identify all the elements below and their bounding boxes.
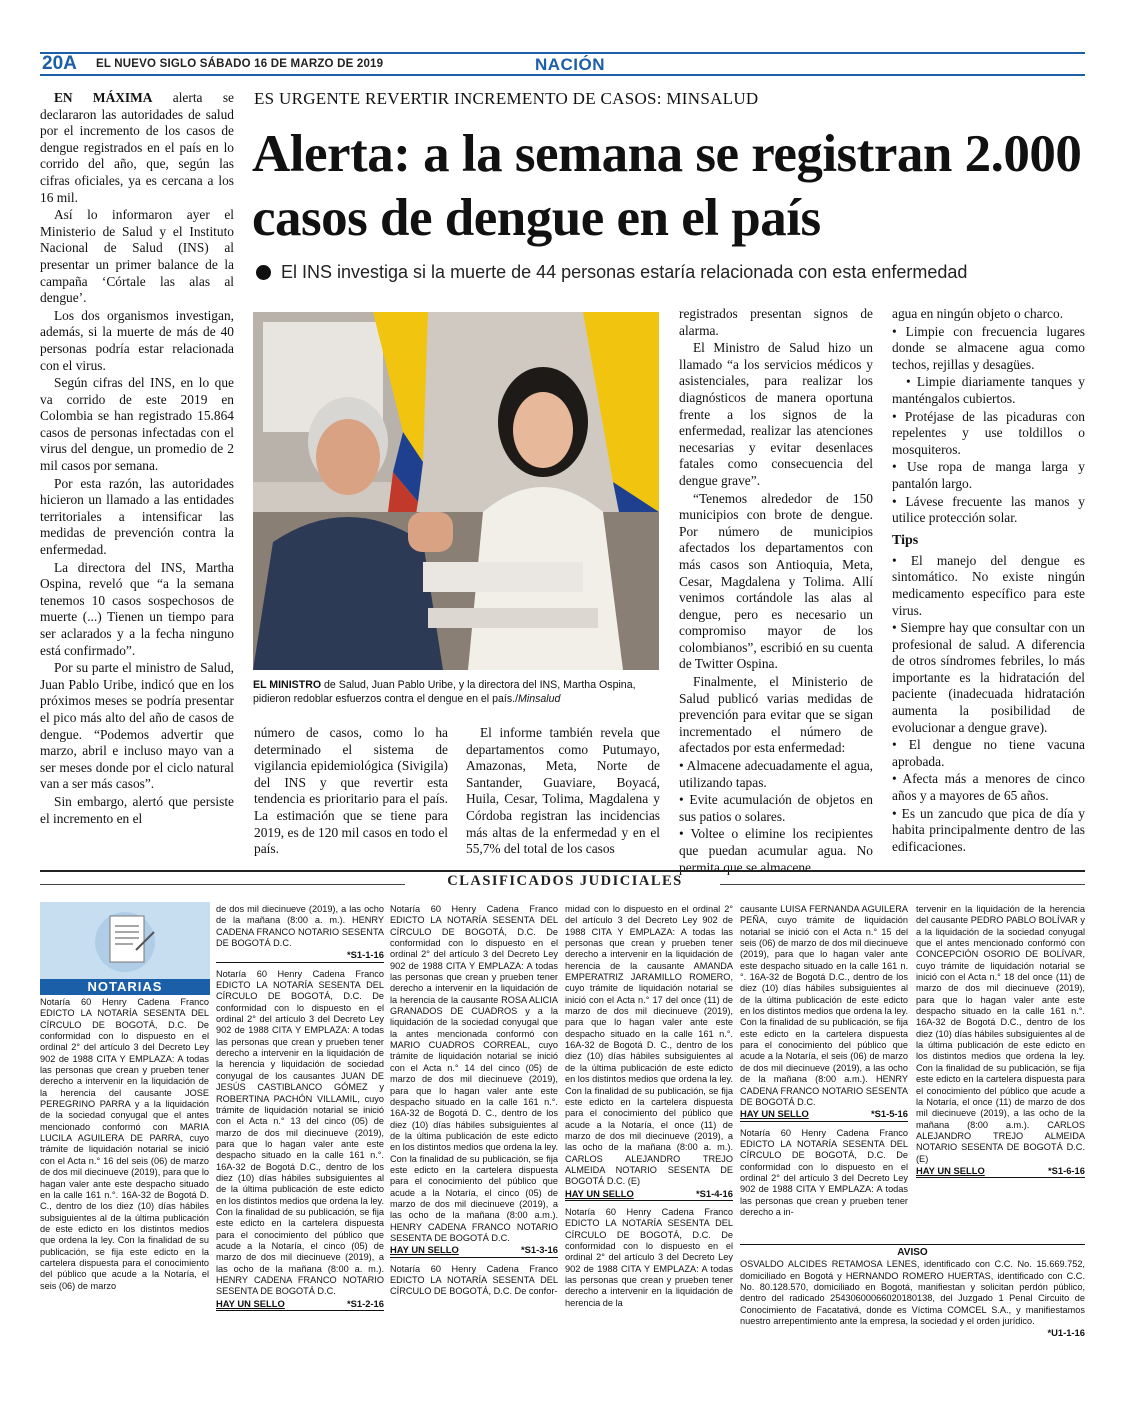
seal-note: HAY UN SELLO <box>216 1297 285 1309</box>
article-paragraph: agua en ningún objeto o charco. <box>892 306 1064 321</box>
article-column-4 <box>679 306 873 877</box>
notice-footer <box>916 1165 1085 1178</box>
article-paragraph: Sin embargo, alertó que persiste el incremento en el <box>40 793 234 826</box>
article-column-3 <box>466 725 660 859</box>
notice-code: *S1-5-16 <box>870 1108 908 1120</box>
notice-code: *S1-3-16 <box>520 1244 558 1256</box>
caption-lead: EL MINISTRO <box>253 679 322 691</box>
article-kicker: ES URGENTE REVERTIR INCREMENTO DE CASOS: MINSALUD <box>254 89 759 108</box>
classified-notice: tervenir en la liquidación de la herencia del causante PEDRO PABLO BOLÍVAR y a la liquidación de la sociedad conyugal que el antes mencionado conformó con CONCEPCIÓN OSORIO DE BOLÍVAR, cuyo trámite de liquidación notarial se inició con el Acta n.° 18 del once (11) de marzo de dos mil diecinueve (2019), para que lo hagan valer ante este despacho situado en la calle 161 n.°. 16A-32 de Bogotá D.C., dentro de los diez (10) días hábiles subsiguientes al de la última publicación de este edicto en los distintos medios que ordena la ley. Con la finalidad de su publicación, se fija este edicto en la cartelera dispuesta para el conocimiento del público que acude a la Notaría, el once (11) de marzo de dos mil diecinueve (2019), a las ocho de la mañana (8:00 a.m.). CARLOS ALEJANDRO TREJO ALMEIDA NOTARIO SESENTA DE BOGOTÁ D.C. (E) <box>916 904 1085 1164</box>
article-paragraph <box>40 90 234 206</box>
classified-notice: Notaría 60 Henry Cadena Franco EDICTO LA NOTARÍA SESENTA DEL CÍRCULO DE BOGOTÁ, D.C. De conformidad con lo dispuesto en el ordinal 2° del artículo 3 del Decreto Ley 902 de 1988 CITA Y EMPLAZA: A todas las personas que crean y prueben tener derecho a intervenir en la liquidación de herencia de la <box>565 1206 733 1308</box>
prevention-bullet: • Use ropa de manga larga y pantalón largo. <box>892 459 1085 491</box>
notice-footer <box>390 1244 558 1257</box>
notarias-category-label: NOTARIAS <box>40 979 210 995</box>
aviso-text: OSVALDO ALCIDES RETAMOSA LENES, identificado con C.C. No. 15.669.752, domiciliado en Bogotá y HERNANDO ROMERO HUERTAS, identificado con C.C. No. 80.128.570, domiciliado en Bogotá, manifiestan y solicitan perdón público, dentro del radicado 25430600066020180138, del Juzgado 1 Penal Circuito de Conocimiento de Facatativá, donde es Víctima COMCEL S.A., y manifiestamos nuestro arrepentimiento ante la empresa, la sociedad y el orden jurídico. <box>740 1259 1085 1327</box>
prevention-bullet: • Limpie diariamente tanques y manténgalos cubiertos. <box>892 374 1085 406</box>
newspaper-folio: EL NUEVO SIGLO SÁBADO 16 DE MARZO DE 2019 <box>96 58 384 70</box>
classified-column-2 <box>216 904 384 1317</box>
classified-column-3 <box>390 904 558 1298</box>
notice-code: *S1-1-16 <box>216 949 384 962</box>
aviso-notice <box>740 1244 1085 1339</box>
prevention-bullet: • Evite acumulación de objetos en sus patios o solares. <box>679 792 873 824</box>
article-paragraph: Según cifras del INS, en lo que va corrido de este 2019 en Colombia se han registrado 15.864 casos de personas infectadas con el virus del dengue, un promedio de 2 mil casos por semana. <box>40 375 234 474</box>
caption-text: de Salud, Juan Pablo Uribe, y la directora del INS, Martha Ospina, pidieron redoblar esfuerzos contra el dengue en el país./ <box>253 679 636 705</box>
classified-notice: Notaría 60 Henry Cadena Franco EDICTO LA NOTARÍA SESENTA DEL CÍRCULO DE BOGOTÁ, D.C. De conformidad con lo dispuesto en el ordinal 2° del artículo 3 del Decreto Ley 902 de 1988 CITA Y EMPLAZA: A todas las personas que crean y prueben tener derecho a in- <box>740 1127 908 1217</box>
photo-caption <box>253 678 661 706</box>
article-deck <box>256 262 967 283</box>
tip-bullet: • El dengue no tiene vacuna aprobada. <box>892 737 1085 769</box>
article-column-2 <box>254 725 448 859</box>
prevention-bullet: • Almacene adecuadamente el agua, utilizando tapas. <box>679 758 873 790</box>
article-headline: Alerta: a la semana se registran 2.000 casos de dengue en el país <box>252 125 1082 247</box>
article-paragraph: El Ministro de Salud hizo un llamado “a los servicios médicos y asistenciales, para realizar los diagnósticos de manera oportuna frente a los signos de la enfermedad, realizar las atenciones necesarias y evitar desenlaces fatales como consecuencia del dengue grave”. <box>679 340 873 488</box>
seal-note: HAY UN SELLO <box>916 1164 985 1176</box>
classified-column-6 <box>916 904 1085 1184</box>
article-paragraph: Por esta razón, las autoridades hicieron un llamado a las entidades territoriales a intensificar las medidas de prevención contra la enfermedad. <box>40 475 234 558</box>
article-paragraph: La directora del INS, Martha Ospina, reveló que “a la semana tenemos 10 casos sospechosos de muerte (...) Tienen un tiempo para ser aclarados y a la fecha ninguno está confirmado”. <box>40 559 234 658</box>
article-paragraph: Finalmente, el Ministerio de Salud publicó varias medidas de prevención para evitar que se sigan incrementado el número de afectados por esta enfermedad: <box>679 674 873 756</box>
article-paragraph: Así lo informaron ayer el Ministerio de Salud y el Instituto Nacional de Salud (INS) al presentar un primer balance de la campaña ‘Córtale las alas al dengue’. <box>40 207 234 306</box>
prevention-bullet: • Voltee o elimine los recipientes que puedan acumular agua. No permita que se almacene <box>679 826 873 875</box>
notice-footer <box>740 1108 908 1121</box>
classified-notice: Notaría 60 Henry Cadena Franco EDICTO LA NOTARÍA SESENTA DEL CÍRCULO DE BOGOTÁ, D.C. De conformidad con lo dispuesto en el ordinal 2° del artículo 3 del Decreto Ley 902 de 1988 CITA Y EMPLAZA: A todas las personas que crean y prueben tener derecho a intervenir en la liquidación de la herencia de la causante ROSA ALICIA GRANADOS DE CUADROS y a la liquidación de la sociedad conyugal que la antes mencionada conformó con MARIO CUADROS CORREAL, cuyo trámite de liquidación notarial se inició con el Acta n.° 14 del cinco (05) de marzo de dos mil diecinueve (2019), para que lo hagan valer ante este despacho situado en la calle 161 n.°. 16A-32 de Bogotá D. C., dentro de los diez (10) días hábiles subsiguientes al de la última publicación de este edicto en los distintos medios que ordena la ley. Con la finalidad de su publicación, se fija este edicto en la cartelera dispuesta para el conocimiento del público que acude a la Notaría, el cinco (05) de marzo de dos mil diecinueve (2019), a las ocho de la mañana (8:00 a.m.). HENRY CADENA FRANCO NOTARIO SESENTA DE BOGOTÁ D.C. <box>390 904 558 1243</box>
bullet-dot-icon <box>256 265 271 280</box>
classifieds-title: CLASIFICADOS JUDICIALES <box>447 873 683 889</box>
article-column-5 <box>892 306 1085 856</box>
article-paragraph: Por su parte el ministro de Salud, Juan Pablo Uribe, indicó que en los próximos meses se podría presentar el pico más alto del año de casos de dengue. “Podemos advertir que marzo, abril e incluso mayo van a ser meses donde por el ciclo natural van a ser más casos”. <box>40 660 234 792</box>
classified-notice: midad con lo dispuesto en el ordinal 2° del artículo 3 del Decreto Ley 902 de 1988 CITA Y EMPLAZA: A todas las personas que crean y prueben tener derecho a intervenir en la liquidación de herencia de la causante AMANDA EMPERATRIZ JARAMILLO ROMERO, cuyo trámite de liquidación notarial se inició con el Acta n.° 17 del once (11) de marzo de dos mil diecinueve (2019), para que lo hagan valer ante este despacho situado en la calle 161 n.°. 16A-32 de Bogotá D. C., dentro de los diez (10) días hábiles subsiguientes al de la última publicación de este edicto en los distintos medios que ordena la ley. Con la finalidad de su publicación, se fija este edicto en la cartelera dispuesta para el conocimiento del público que acude a la Notaría, el once (11) de marzo de dos mil diecinueve (2019), a las ocho de la mañana (8:00 a. m.). CARLOS ALEJANDRO TREJO ALMEIDA NOTARIO SESENTA DE BOGOTÁ D.C. (E) <box>565 904 733 1187</box>
classified-notice: Notaría 60 Henry Cadena Franco EDICTO LA NOTARÍA SESENTA DEL CÍRCULO DE BOGOTÁ, D.C. De conformidad con lo dispuesto en el ordinal 2° del artículo 3 del Decreto Ley 902 de 1988 CITA Y EMPLAZA: A todas las personas que crean y prueben tener derecho a intervenir en la liquidación de la herencia y liquidación de sociedad conyugal de los causantes JUAN DE JESÚS CASTIBLANCO GÓMEZ y ROBERTINA PACHÓN VILLAMIL, cuyo trámite de liquidación notarial se inició con el Acta n.° 13 del cinco (05) de marzo de dos mil diecinueve (2019), para que lo hagan valer ante este despacho situado en la calle 161 n.°. 16A-32 de Bogotá D.C., dentro de los diez (10) días hábiles subsiguientes al de la última publicación de este edicto en los distintos medios que ordena la ley. Con la finalidad de su publicación, se fija este edicto en la cartelera dispuesta para el conocimiento del público que acude a la Notaría, el cinco (05) de marzo de dos mil diecinueve (2019), a las ocho de la mañana (8:00 a. m.). HENRY CADENA FRANCO NOTARIO SESENTA DE BOGOTÁ D.C. <box>216 968 384 1297</box>
notice-code: *S1-4-16 <box>695 1187 733 1199</box>
section-title: NACIÓN <box>534 55 606 74</box>
article-paragraph: “Tenemos alrededor de 150 municipios con brote de dengue. Por número de municipios afectados los departamentos con más casos son Antioquia, Meta, Cesar, Magdalena y Tolima. Allí venimos cortándole las alas al dengue, pero es necesario un compromiso mayor de los colombianos”, escribió en su cuenta de Twitter Ospina. <box>679 490 873 672</box>
article-paragraph: registrados presentan signos de alarma. <box>679 306 873 338</box>
seal-note: HAY UN SELLO <box>390 1244 459 1256</box>
classified-notice: de dos mil diecinueve (2019), a las ocho de la mañana (8:00 a. m.). HENRY CADENA FRANCO NOTARIO SESENTA DE BOGOTÁ D.C. <box>216 904 384 949</box>
classified-column-5 <box>740 904 908 1218</box>
article-photo <box>253 312 659 670</box>
classified-notice: Notaría 60 Henry Cadena Franco EDICTO LA NOTARÍA SESENTA DEL CÍRCULO DE BOGOTÁ, D.C. De confor- <box>390 1263 558 1297</box>
prevention-bullet: • Lávese frecuente las manos y utilice protección solar. <box>892 493 1085 526</box>
page-number: 20A <box>42 53 77 74</box>
lead-text: alerta se declararon las autoridades de salud por el incremento de los casos de dengue registrados en el país en lo corrido del año, que, según las cifras oficiales, ya es cercana a los 16 mil. <box>40 90 234 205</box>
notice-footer <box>216 1298 384 1311</box>
classified-column-1 <box>40 997 209 1292</box>
notice-code: *S1-6-16 <box>1047 1164 1085 1176</box>
prevention-bullet: • Limpie con frecuencia lugares donde se almacene agua como techos, rejillas y desagües. <box>892 323 1085 372</box>
classified-column-4 <box>565 904 733 1309</box>
document-icon <box>40 902 210 982</box>
notice-code: *U1-1-16 <box>1047 1327 1085 1339</box>
classified-notice: causante LUISA FERNANDA AGUILERA PEÑA, cuyo trámite de liquidación notarial se inició con el Acta n.° 15 del seis (06) de marzo de dos mil diecinueve (2019), para que lo hagan valer ante este despacho situado en la calle 161 n.°. 16A-32 de Bogotá D.C., dentro de los diez (10) días hábiles subsiguientes al de la última publicación de este edicto en los distintos medios que ordena la ley. Con la finalidad de su publicación, se fija este edicto en la cartelera dispuesta para el conocimiento del público que acude a la Notaría, el seis (06) de marzo de dos mil diecinueve (2019), a las ocho de la mañana (8:00 a.m.). HENRY CADENA FRANCO NOTARIO SESENTA DE BOGOTÁ D.C. <box>740 904 908 1107</box>
tip-bullet: • Siempre hay que consultar con un profesional de salud. A diferencia de otros síndromes febriles, lo más importante es la hidratación del paciente (inadecuada hidratación aumenta la posibilidad de evolucionar a dengue grave). <box>892 620 1085 735</box>
aviso-title: AVISO <box>897 1247 928 1258</box>
tip-bullet: • Es un zancudo que pica de día y habita principalmente dentro de las edificaciones. <box>892 805 1085 854</box>
tips-heading: Tips <box>892 532 919 548</box>
prevention-bullet: • Protéjase de las picaduras con repelentes y use toldillos o mosquiteros. <box>892 408 1085 457</box>
deck-text: El INS investiga si la muerte de 44 personas estaría relacionada con esta enfermedad <box>281 262 968 282</box>
tip-bullet: • El manejo del dengue es sintomático. No existe ningún medicamento específico para este virus. <box>892 552 1085 618</box>
lead-in: EN MÁXIMA <box>54 90 153 105</box>
seal-note: HAY UN SELLO <box>740 1108 809 1120</box>
notice-code: *S1-2-16 <box>346 1297 384 1309</box>
article-paragraph: número de casos, como lo ha determinado el sistema de vigilancia epidemiológica (Sivigila) del INS y que revertir esta tendencia es prioritario para el país. La estimación que se tiene para 2019, es de 120 mil casos en todo el país. <box>254 725 448 857</box>
tip-bullet: • Afecta más a menores de cinco años y a mayores de 65 años. <box>892 771 1085 804</box>
ministers-photo-illustration <box>253 312 659 670</box>
article-column-1 <box>40 90 234 828</box>
seal-note: HAY UN SELLO <box>565 1187 634 1199</box>
article-paragraph: El informe también revela que departamentos como Putumayo, Amazonas, Meta, Norte de Santander, Guaviare, Boyacá, Huila, Cesar, Tolima, Magdalena y Córdoba registran las incidencias más altas de la enfermedad y en el 55,7% del total de los casos <box>466 725 660 857</box>
classified-notice: Notaría 60 Henry Cadena Franco EDICTO LA NOTARÍA SESENTA DEL CÍRCULO DE BOGOTÁ, D.C. De conformidad con lo dispuesto en el ordinal 2° del artículo 3 del Decreto Ley 902 de 1988 CITA Y EMPLAZA: A todas las personas que crean y prueben tener derecho a intervenir en la liquidación de la herencia del causante JOSE PEREGRINO PARRA y a la liquidación de la sociedad conyugal que el antes mencionado conformó con MARIA LUCILA AGUILERA DE PARRA, cuyo trámite de liquidación notarial se inició con el Acta n.° 16 del seis (06) de marzo de dos mil diecinueve (2019), para que lo hagan valer ante este despacho situado en la calle 161 n.°. 16A-32 de Bogotá D. C., dentro de los diez (10) días hábiles subsiguientes al de la última publicación de este edicto en los distintos medios que ordena la ley. Con la finalidad de su publicación, se fija este edicto en la cartelera dispuesta para el conocimiento del público que acude a la Notaría, el seis (06) de marzo <box>40 997 209 1291</box>
notice-footer <box>565 1188 733 1201</box>
photo-credit: Minsalud <box>518 693 561 705</box>
article-paragraph: Los dos organismos investigan, además, si la muerte de más de 40 personas podría estar relacionada con el virus. <box>40 307 234 373</box>
